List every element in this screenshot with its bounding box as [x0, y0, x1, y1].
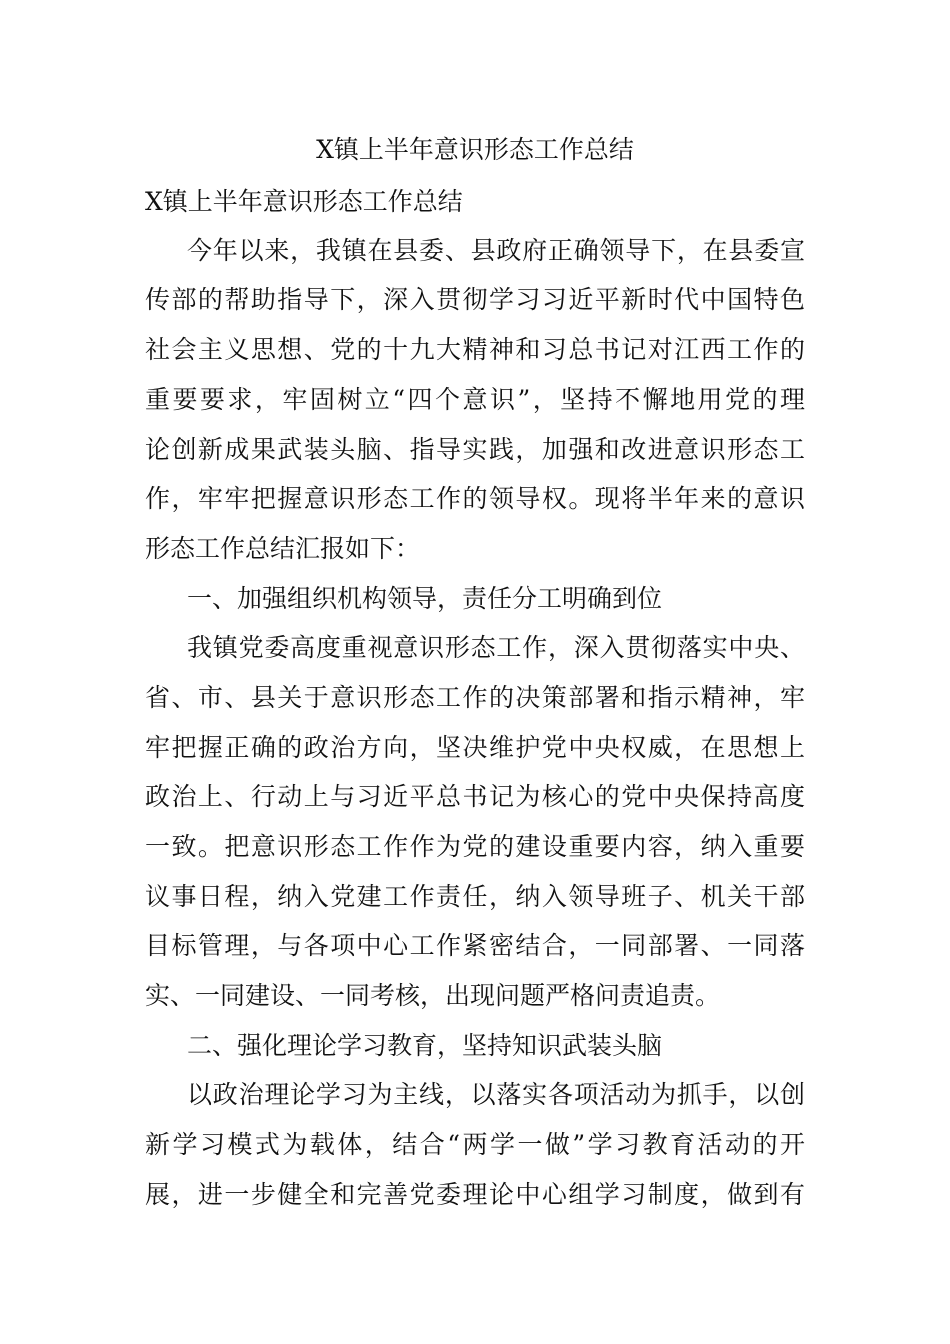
- paragraph-line: 传部的帮助指导下，深入贯彻学习习近平新时代中国特色: [145, 285, 805, 314]
- paragraph-line: 一致。把意识形态工作作为党的建设重要内容，纳入重要: [145, 832, 805, 861]
- paragraph-line: 我镇党委高度重视意识形态工作，深入贯彻落实中央、: [187, 633, 805, 662]
- document-subtitle: X镇上半年意识形态工作总结: [145, 187, 463, 216]
- paragraph-line: 议事日程，纳入党建工作责任，纳入领导班子、机关干部: [145, 882, 805, 911]
- paragraph-line: 展，进一步健全和完善党委理论中心组学习制度，做到有: [145, 1180, 805, 1209]
- paragraph-line: 作，牢牢把握意识形态工作的领导权。现将半年来的意识: [145, 484, 805, 513]
- section-heading: 二、强化理论学习教育，坚持知识武装头脑: [187, 1031, 663, 1060]
- paragraph-line: 以政治理论学习为主线，以落实各项活动为抓手，以创: [187, 1080, 805, 1109]
- section-heading: 一、加强组织机构领导，责任分工明确到位: [187, 584, 663, 613]
- paragraph-line: 实、一同建设、一同考核，出现问题严格问责追责。: [145, 981, 721, 1010]
- paragraph-line: 重要要求，牢固树立“四个意识”，坚持不懈地用党的理: [145, 385, 805, 414]
- paragraph-line: 形态工作总结汇报如下：: [145, 534, 421, 563]
- paragraph-line: 牢把握正确的政治方向，坚决维护党中央权威，在思想上: [145, 733, 805, 762]
- paragraph-line: 社会主义思想、党的十九大精神和习总书记对江西工作的: [145, 335, 805, 364]
- paragraph-line: 今年以来，我镇在县委、县政府正确领导下，在县委宣: [187, 236, 805, 265]
- paragraph-line: 政治上、行动上与习近平总书记为核心的党中央保持高度: [145, 782, 805, 811]
- paragraph-line: 省、市、县关于意识形态工作的决策部署和指示精神，牢: [145, 683, 805, 712]
- paragraph-line: 目标管理，与各项中心工作紧密结合，一同部署、一同落: [145, 931, 805, 960]
- paragraph-line: 论创新成果武装头脑、指导实践，加强和改进意识形态工: [145, 435, 805, 464]
- paragraph-line: 新学习模式为载体，结合“两学一做”学习教育活动的开: [145, 1130, 805, 1159]
- page-title: X镇上半年意识形态工作总结: [316, 135, 634, 164]
